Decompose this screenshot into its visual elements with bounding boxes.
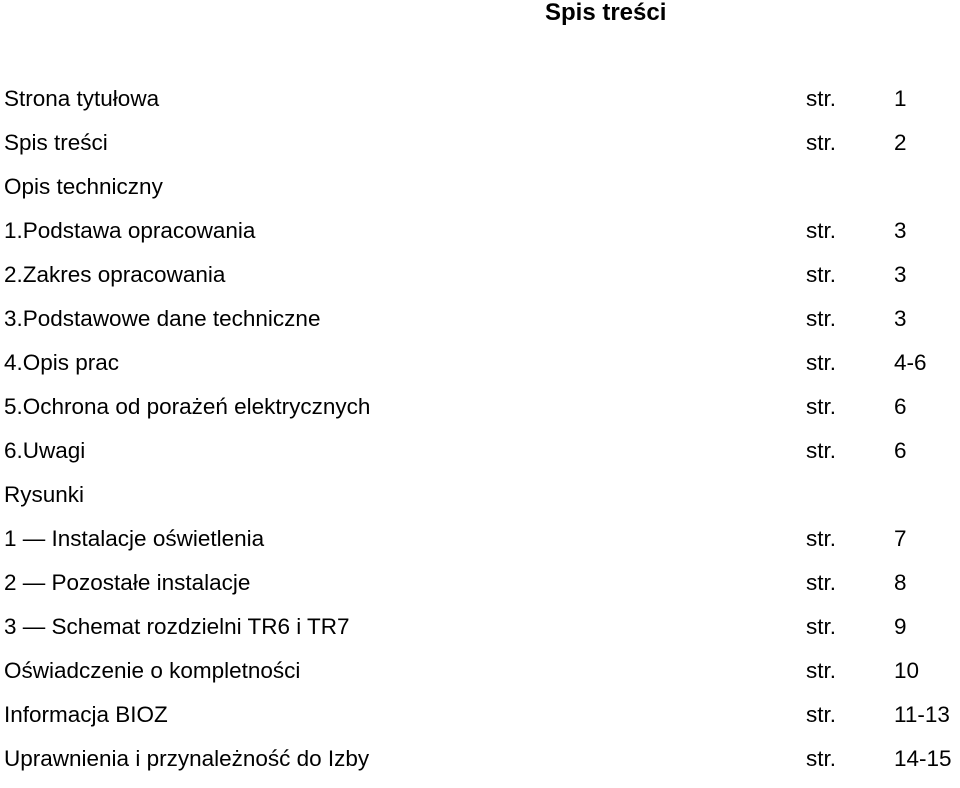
toc-row-podstawowe-dane xyxy=(0,304,960,348)
toc-entry-str: str. xyxy=(806,350,837,375)
toc-row-uwagi xyxy=(0,436,960,480)
toc-entry-label: Oświadczenie o kompletności xyxy=(4,658,301,683)
toc-entry-page: 10 xyxy=(894,658,920,683)
title-area xyxy=(0,0,960,30)
toc-section-heading: Rysunki xyxy=(4,482,85,507)
toc-entry-page: 6 xyxy=(894,438,907,463)
toc-entry-page: 7 xyxy=(894,526,907,551)
toc-entry-str: str. xyxy=(806,438,837,463)
toc-entry-str: str. xyxy=(806,526,837,551)
toc-entry-label: 1 — Instalacje oświetlenia xyxy=(4,526,265,551)
toc-entry-page: 9 xyxy=(894,614,907,639)
table-of-contents xyxy=(0,84,960,788)
toc-section-heading: Opis techniczny xyxy=(4,174,163,199)
toc-entry-label: 3.Podstawowe dane techniczne xyxy=(4,306,321,331)
toc-row-uprawnienia xyxy=(0,744,960,788)
toc-entry-str: str. xyxy=(806,394,837,419)
page-title: Spis treści xyxy=(545,0,667,26)
toc-entry-label: 3 — Schemat rozdzielni TR6 i TR7 xyxy=(4,614,350,639)
toc-entry-label: Uprawnienia i przynależność do Izby xyxy=(4,746,370,771)
toc-row-oswiadczenie xyxy=(0,656,960,700)
toc-row-ochrona xyxy=(0,392,960,436)
toc-row-opis-techniczny xyxy=(0,172,960,216)
toc-row-opis-prac xyxy=(0,348,960,392)
toc-entry-str: str. xyxy=(806,306,837,331)
toc-entry-page: 8 xyxy=(894,570,907,595)
toc-entry-label: 4.Opis prac xyxy=(4,350,120,375)
toc-entry-label: 6.Uwagi xyxy=(4,438,86,463)
toc-entry-str: str. xyxy=(806,570,837,595)
toc-entry-page: 3 xyxy=(894,218,907,243)
toc-entry-str: str. xyxy=(806,614,837,639)
toc-entry-label: Informacja BIOZ xyxy=(4,702,168,727)
toc-row-strona-tytulowa xyxy=(0,84,960,128)
toc-entry-page: 3 xyxy=(894,262,907,287)
toc-entry-label: 2.Zakres opracowania xyxy=(4,262,226,287)
toc-entry-page: 2 xyxy=(894,130,907,155)
toc-entry-str: str. xyxy=(806,658,837,683)
toc-row-informacja-bioz xyxy=(0,700,960,744)
toc-row-rysunki xyxy=(0,480,960,524)
toc-entry-page: 3 xyxy=(894,306,907,331)
toc-entry-str: str. xyxy=(806,262,837,287)
toc-entry-str: str. xyxy=(806,86,837,111)
toc-entry-page: 11-13 xyxy=(894,702,950,727)
toc-row-podstawa-opracowania xyxy=(0,216,960,260)
toc-row-schemat-rozdzielni xyxy=(0,612,960,656)
toc-entry-page: 4-6 xyxy=(894,350,927,375)
toc-row-zakres-opracowania xyxy=(0,260,960,304)
toc-entry-str: str. xyxy=(806,702,837,727)
toc-entry-label: 5.Ochrona od porażeń elektrycznych xyxy=(4,394,371,419)
toc-entry-str: str. xyxy=(806,218,837,243)
toc-entry-label: 2 — Pozostałe instalacje xyxy=(4,570,251,595)
toc-entry-label: Strona tytułowa xyxy=(4,86,160,111)
toc-row-instalacje-oswietlenia xyxy=(0,524,960,568)
toc-entry-str: str. xyxy=(806,130,837,155)
toc-entry-page: 14-15 xyxy=(894,746,952,771)
toc-entry-label: Spis treści xyxy=(4,130,108,155)
toc-row-pozostale-instalacje xyxy=(0,568,960,612)
toc-entry-label: 1.Podstawa opracowania xyxy=(4,218,256,243)
toc-entry-str: str. xyxy=(806,746,837,771)
toc-entry-page: 6 xyxy=(894,394,907,419)
toc-entry-page: 1 xyxy=(894,86,907,111)
toc-row-spis-tresci xyxy=(0,128,960,172)
